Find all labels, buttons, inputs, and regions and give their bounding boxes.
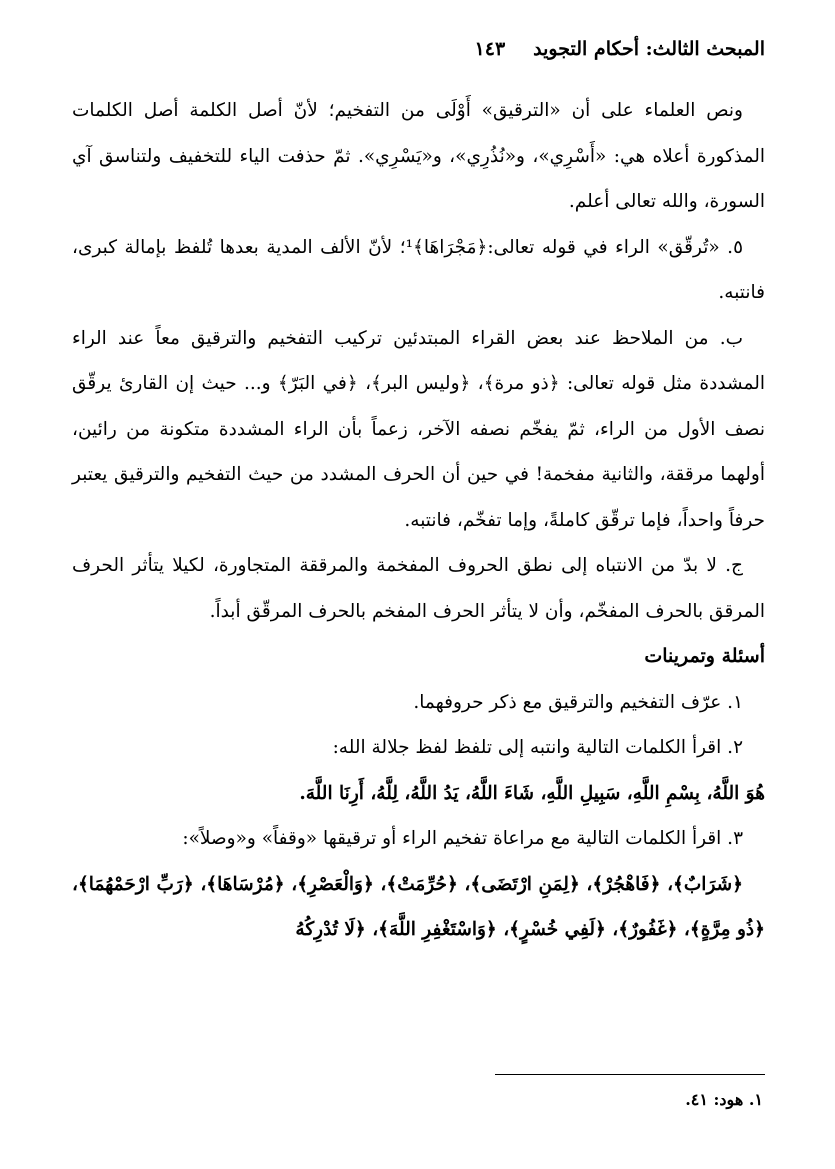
footnote-divider (495, 1074, 765, 1075)
exercise-3-words: ﴿شَرَابٌ﴾، ﴿فَاهْجُرْ﴾، ﴿لِمَنِ ارْتَضَى﴾، ﴿حُرِّمَتْ﴾، ﴿وَالْعَصْرِ﴾، ﴿مُرْسَاهَا﴾، ﴿رَبِّ ارْحَمْهُمَا﴾، ﴿ذُو مِرَّةٍ﴾، ﴿غَفُورٌ﴾، ﴿لَفِي خُسْرٍ﴾، ﴿وَاسْتَغْفِرِ اللَّهَ﴾، ﴿لَا تُدْرِكُهُ (72, 873, 765, 940)
paragraph-adjacent-letters: ج. لا بدّ من الانتباه إلى نطق الحروف المفخمة والمرققة المتجاورة، لكيلا يتأثر الحرف المرقق بالحرف المفخّم، وأن لا يتأثر الحرف المفخم بالحرف المرقّق أبداً. (72, 555, 765, 622)
footnote: ١. هود: ٤١. (685, 1090, 763, 1109)
exercise-question-1: ١. عرّف التفخيم والترقيق مع ذكر حروفهما. (413, 691, 743, 713)
page-body (72, 88, 765, 953)
exercise-question-3: ٣. اقرأ الكلمات التالية مع مراعاة تفخيم الراء أو ترقيقها «وقفاً» و«وصلاً»: (182, 828, 743, 849)
exercises-heading: أسئلة وتمرينات (644, 645, 765, 667)
page-header (72, 34, 765, 64)
section-title: المبحث الثالث: أحكام التجويد (533, 38, 765, 60)
paragraph-majraha: ٥. «تُرقّق» الراء في قوله تعالى:﴿مَجْرَاهَا﴾¹؛ لأنّ الألف المدية بعدها تُلفظ بإمالة كبرى، فانتبه. (72, 236, 765, 303)
page-number: ١٤٣ (474, 38, 506, 60)
exercise-question-2: ٢. اقرأ الكلمات التالية وانتبه إلى تلفظ لفظ جلالة الله: (332, 737, 743, 758)
paragraph-shadda-ra: ب. من الملاحظ عند بعض القراء المبتدئين تركيب التفخيم والترقيق معاً عند الراء المشددة مثل قوله تعالى: ﴿ذو مرة﴾، ﴿وليس البر﴾، ﴿في البَرّ﴾ و... حيث إن القارئ يرقّق نصف الأول من الراء، ثمّ يفخّم نصفه الآخر، زعماً بأن الراء المشددة متكونة من رائين، أولهما مرققة، والثانية مفخمة! في حين أن الحرف المشدد من حيث التفخيم والترقيق يعتبر حرفاً واحداً، فإما ترقّق كاملةً، وإما تفخّم، فانتبه. (72, 327, 765, 531)
exercise-2-words: هُوَ اللَّهُ، بِسْمِ اللَّهِ، سَبِيلِ اللَّهِ، شَاءَ اللَّهُ، يَدُ اللَّهُ، لِلَّهُ، أَرِنَا اللَّهَ. (299, 782, 765, 804)
paragraph-tarqeeq-priority: ونص العلماء على أن «الترقيق» أَوْلَى من التفخيم؛ لأنّ أصل الكلمة أصل الكلمات المذكورة أعلاه هي: «أَسْرِي»، و«نُذُرِي»، و«يَسْرِي». ثمّ حذفت الياء للتخفيف ولتناسق آي السورة، والله تعالى أعلم. (72, 100, 765, 212)
